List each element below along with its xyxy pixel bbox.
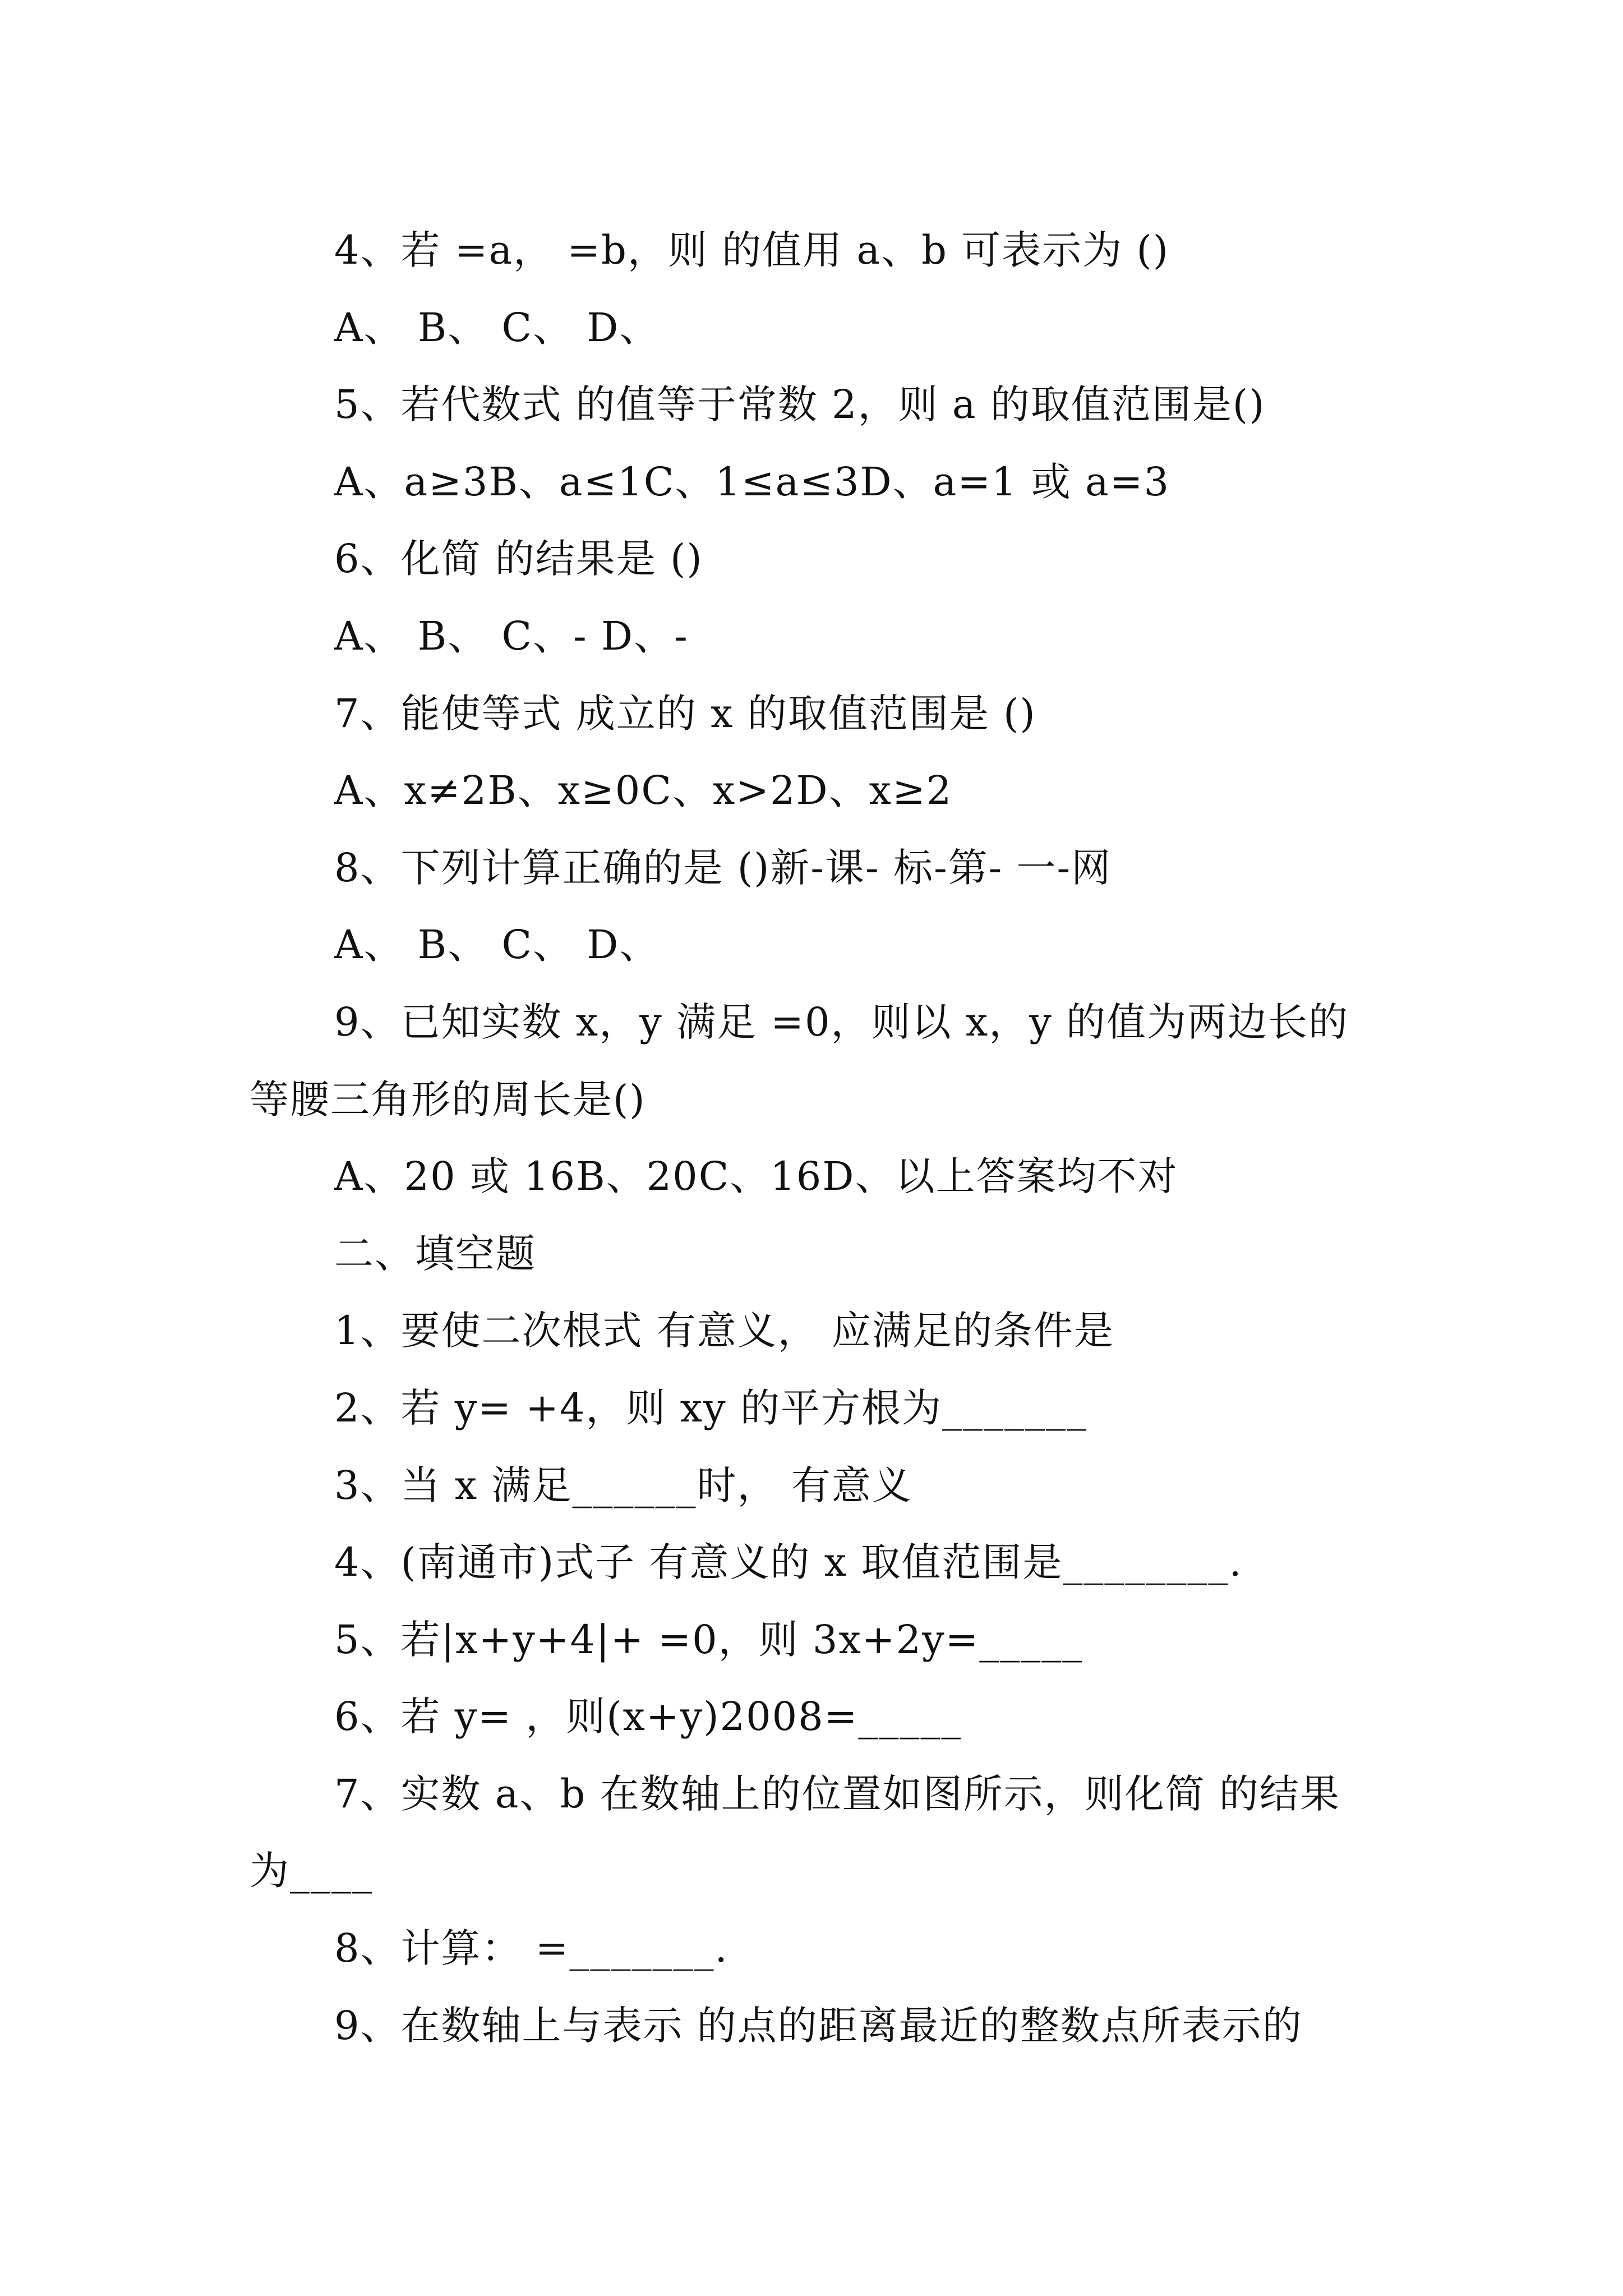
fill-question-8: 8、计算： =_______.	[334, 1925, 728, 1972]
question-9-options: A、20 或 16B、20C、16D、以上答案均不对	[334, 1153, 1178, 1200]
question-4: 4、若 =a， =b，则 的值用 a、b 可表示为 ()	[334, 227, 1170, 273]
fill-question-1: 1、要使二次根式 有意义， 应满足的条件是	[334, 1308, 1115, 1354]
document-body	[250, 212, 1377, 2064]
question-5-options: A、a≥3B、a≤1C、1≤a≤3D、a=1 或 a=3	[334, 458, 1170, 505]
question-8-options: A、 B、 C、 D、	[334, 922, 660, 968]
fill-question-3: 3、当 x 满足______时， 有意义	[334, 1462, 912, 1508]
fill-question-7: 7、实数 a、b 在数轴上的位置如图所示，则化简 的结果为____	[250, 1770, 1340, 1894]
fill-question-6: 6、若 y= ，则(x+y)2008=_____	[334, 1694, 962, 1740]
question-9: 9、已知实数 x，y 满足 =0，则以 x，y 的值为两边长的等腰三角形的周长是()	[250, 999, 1349, 1122]
question-5: 5、若代数式 的值等于常数 2，则 a 的取值范围是()	[334, 381, 1266, 428]
fill-question-5: 5、若|x+y+4|+ =0，则 3x+2y=_____	[334, 1616, 1083, 1663]
fill-question-9: 9、在数轴上与表示 的点的距离最近的整数点所表示的	[334, 2002, 1303, 2049]
fill-question-2: 2、若 y= +4，则 xy 的平方根为_______	[334, 1384, 1087, 1431]
question-7-options: A、x≠2B、x≥0C、x>2D、x≥2	[334, 767, 953, 814]
fill-question-4: 4、(南通市)式子 有意义的 x 取值范围是________.	[334, 1539, 1243, 1586]
question-7: 7、能使等式 成立的 x 的取值范围是 ()	[334, 690, 1036, 737]
question-8: 8、下列计算正确的是 ()新-课- 标-第- 一-网	[334, 844, 1112, 891]
question-6-options: A、 B、 C、- D、-	[334, 613, 689, 659]
section-heading-fill-in: 二、填空题	[334, 1230, 536, 1277]
question-6: 6、化简 的结果是 ()	[334, 536, 703, 582]
question-4-options: A、 B、 C、 D、	[334, 304, 660, 351]
